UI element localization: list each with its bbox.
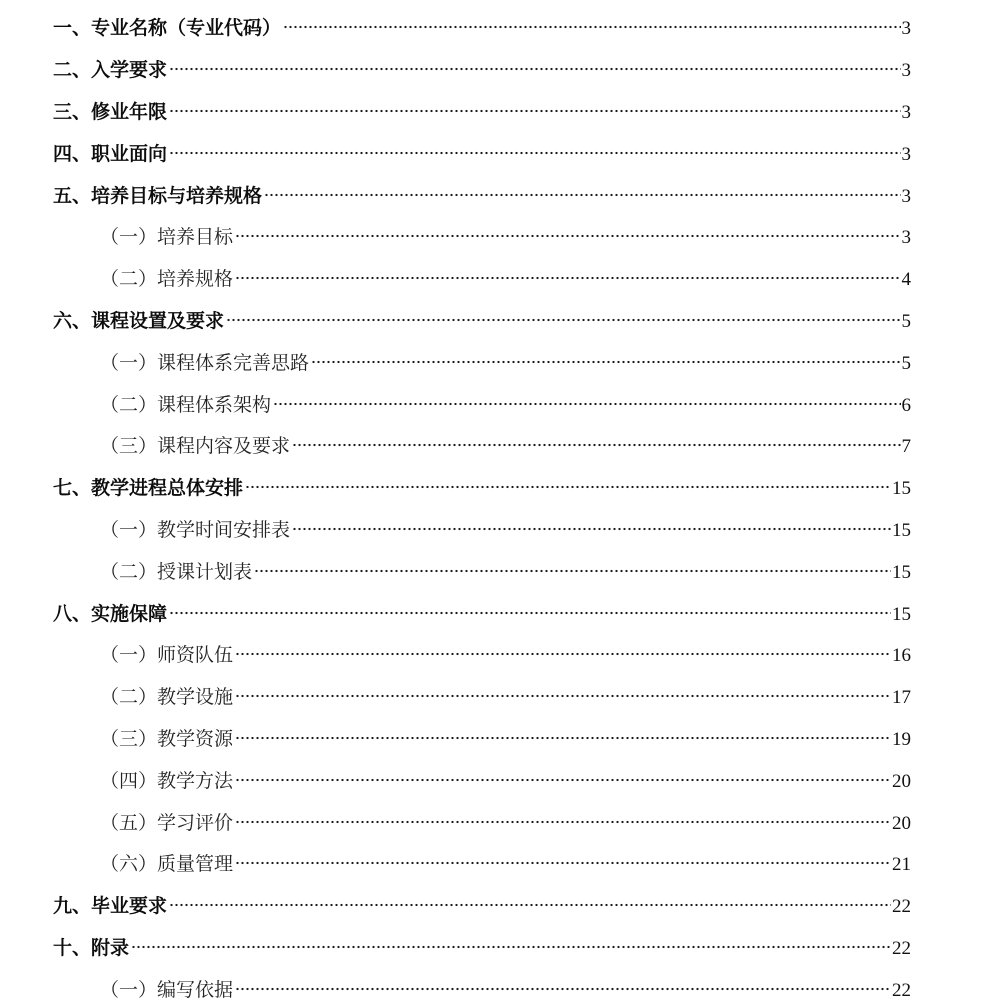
toc-entry-quality-management[interactable] bbox=[0, 840, 1000, 875]
toc-entry-label: （三）课程内容及要求 bbox=[100, 435, 291, 457]
toc-entry-label: （三）教学资源 bbox=[100, 728, 234, 750]
dot-leader bbox=[131, 924, 891, 954]
toc-entry-label: 十、附录 bbox=[53, 937, 130, 959]
toc-entry-page-number: 15 bbox=[892, 604, 911, 625]
dot-leader bbox=[292, 422, 900, 452]
toc-entry-page-number: 4 bbox=[901, 269, 911, 290]
toc-entry-curriculum-setup[interactable] bbox=[0, 297, 1000, 332]
toc-entry-teaching-facilities[interactable] bbox=[0, 673, 1000, 708]
toc-entry-teaching-methods[interactable] bbox=[0, 757, 1000, 792]
toc-entry-page-number: 5 bbox=[901, 353, 911, 374]
toc-entry-page-number: 19 bbox=[892, 729, 911, 750]
dot-leader bbox=[169, 590, 891, 620]
toc-entry-label: （一）培养目标 bbox=[100, 226, 234, 248]
toc-entry-label: 八、实施保障 bbox=[53, 603, 168, 625]
toc-entry-label: （一）师资队伍 bbox=[100, 644, 234, 666]
toc-entry-page-number: 6 bbox=[901, 395, 911, 416]
toc-entry-page-number: 15 bbox=[892, 562, 911, 583]
toc-entry-label: 三、修业年限 bbox=[53, 101, 168, 123]
dot-leader bbox=[235, 715, 891, 745]
toc-entry-page-number: 15 bbox=[892, 478, 911, 499]
toc-entry-page-number: 3 bbox=[901, 144, 911, 165]
dot-leader bbox=[273, 381, 900, 411]
dot-leader bbox=[264, 172, 900, 202]
toc-entry-page-number: 20 bbox=[892, 771, 911, 792]
toc-entry-label: （四）教学方法 bbox=[100, 770, 234, 792]
toc-entry-study-duration[interactable] bbox=[0, 88, 1000, 123]
toc-entry-learning-evaluation[interactable] bbox=[0, 799, 1000, 834]
toc-entry-page-number: 7 bbox=[901, 436, 911, 457]
toc-entry-label: 一、专业名称（专业代码） bbox=[53, 17, 282, 39]
toc-entry-curriculum-improvement[interactable] bbox=[0, 339, 1000, 374]
dot-leader bbox=[235, 966, 891, 996]
toc-entry-label: （二）培养规格 bbox=[100, 268, 234, 290]
dot-leader bbox=[254, 548, 891, 578]
toc-entry-course-content[interactable] bbox=[0, 422, 1000, 457]
toc-entry-label: 七、教学进程总体安排 bbox=[53, 477, 244, 499]
toc-entry-page-number: 3 bbox=[901, 186, 911, 207]
toc-entry-page-number: 20 bbox=[892, 813, 911, 834]
toc-entry-page-number: 22 bbox=[892, 938, 911, 959]
toc-entry-label: 六、课程设置及要求 bbox=[53, 310, 225, 332]
toc-entry-label: （一）编写依据 bbox=[100, 979, 234, 1001]
toc-entry-lesson-plan-table[interactable] bbox=[0, 548, 1000, 583]
toc-entry-page-number: 21 bbox=[892, 854, 911, 875]
toc-entry-page-number: 3 bbox=[901, 60, 911, 81]
toc-entry-appendix[interactable] bbox=[0, 924, 1000, 959]
dot-leader bbox=[169, 46, 900, 76]
dot-leader bbox=[235, 255, 900, 285]
toc-entry-teaching-time-table[interactable] bbox=[0, 506, 1000, 541]
toc-entry-implementation-support[interactable] bbox=[0, 590, 1000, 625]
toc-entry-label: （五）学习评价 bbox=[100, 812, 234, 834]
dot-leader bbox=[292, 506, 891, 536]
toc-entry-graduation-requirements[interactable] bbox=[0, 882, 1000, 917]
dot-leader bbox=[169, 882, 891, 912]
toc-entry-page-number: 16 bbox=[892, 645, 911, 666]
toc-entry-page-number: 17 bbox=[892, 687, 911, 708]
toc-entry-training-goals-and-specs[interactable] bbox=[0, 172, 1000, 207]
toc-entry-label: （二）课程体系架构 bbox=[100, 394, 272, 416]
toc-entry-page-number: 22 bbox=[892, 896, 911, 917]
toc-entry-label: 五、培养目标与培养规格 bbox=[53, 185, 263, 207]
dot-leader bbox=[235, 673, 891, 703]
toc-entry-curriculum-architecture[interactable] bbox=[0, 381, 1000, 416]
dot-leader bbox=[311, 339, 900, 369]
toc-entry-page-number: 3 bbox=[901, 102, 911, 123]
dot-leader bbox=[226, 297, 900, 327]
toc-entry-label: （二）授课计划表 bbox=[100, 561, 253, 583]
toc-entry-label: 九、毕业要求 bbox=[53, 895, 168, 917]
toc-entry-label: （一）教学时间安排表 bbox=[100, 519, 291, 541]
toc-entry-page-number: 5 bbox=[901, 311, 911, 332]
toc-entry-career-orientation[interactable] bbox=[0, 130, 1000, 165]
dot-leader bbox=[283, 4, 900, 34]
dot-leader bbox=[169, 88, 900, 118]
toc-entry-label: 四、职业面向 bbox=[53, 143, 168, 165]
dot-leader bbox=[235, 757, 891, 787]
toc-entry-label: 二、入学要求 bbox=[53, 59, 168, 81]
dot-leader bbox=[235, 631, 891, 661]
toc-entry-label: （一）课程体系完善思路 bbox=[100, 352, 310, 374]
dot-leader bbox=[169, 130, 900, 160]
toc-entry-teaching-schedule[interactable] bbox=[0, 464, 1000, 499]
toc-entry-page-number: 22 bbox=[892, 980, 911, 1001]
toc-entry-major-name[interactable] bbox=[0, 4, 1000, 39]
dot-leader bbox=[235, 213, 900, 243]
toc-entry-page-number: 3 bbox=[901, 227, 911, 248]
dot-leader bbox=[235, 799, 891, 829]
toc-entry-training-goals[interactable] bbox=[0, 213, 1000, 248]
toc-entry-label: （二）教学设施 bbox=[100, 686, 234, 708]
toc-entry-training-specs[interactable] bbox=[0, 255, 1000, 290]
toc-entry-compilation-basis[interactable] bbox=[0, 966, 1000, 1001]
toc-entry-teaching-resources[interactable] bbox=[0, 715, 1000, 750]
dot-leader bbox=[245, 464, 891, 494]
toc-entry-page-number: 15 bbox=[892, 520, 911, 541]
toc-entry-label: （六）质量管理 bbox=[100, 853, 234, 875]
dot-leader bbox=[235, 840, 891, 870]
toc-entry-page-number: 3 bbox=[901, 18, 911, 39]
toc-entry-teaching-staff[interactable] bbox=[0, 631, 1000, 666]
toc-entry-admission-requirements[interactable] bbox=[0, 46, 1000, 81]
